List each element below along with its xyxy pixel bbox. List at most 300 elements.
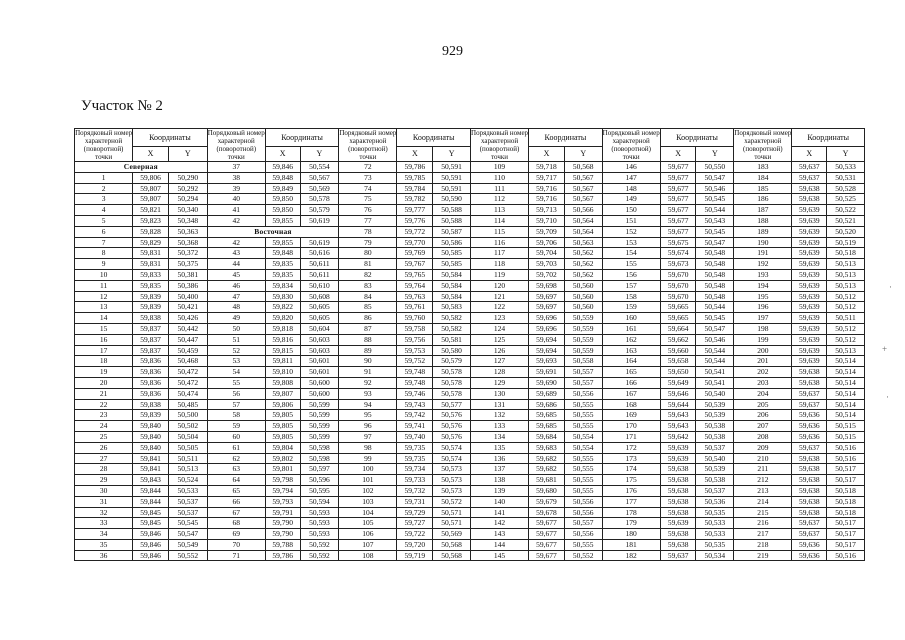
header-x: X — [133, 147, 169, 162]
point-number-cell: 53 — [207, 356, 265, 367]
y-coordinate-cell: 50,546 — [696, 334, 734, 345]
x-coordinate-cell: 59,831 — [133, 248, 169, 259]
x-coordinate-cell: 59,639 — [792, 313, 827, 324]
table-row — [75, 377, 865, 388]
point-number-cell: 214 — [734, 496, 792, 507]
header-coordinates: Координаты — [529, 129, 602, 147]
x-coordinate-cell: 59,702 — [529, 269, 565, 280]
y-coordinate-cell: 50,512 — [827, 302, 865, 313]
y-coordinate-cell: 50,541 — [696, 367, 734, 378]
y-coordinate-cell: 50,603 — [300, 334, 339, 345]
x-coordinate-cell: 59,806 — [133, 172, 169, 183]
x-coordinate-cell: 59,764 — [397, 280, 433, 291]
y-coordinate-cell: 50,545 — [696, 313, 734, 324]
point-number-cell: 193 — [734, 269, 792, 280]
point-number-cell: 136 — [470, 453, 528, 464]
y-coordinate-cell: 50,517 — [827, 475, 865, 486]
x-coordinate-cell: 59,638 — [792, 367, 827, 378]
point-number-cell: 160 — [602, 313, 660, 324]
point-number-cell: 124 — [470, 323, 528, 334]
x-coordinate-cell: 59,638 — [792, 485, 827, 496]
table-row — [75, 237, 865, 248]
point-number-cell: 3 — [75, 194, 133, 205]
header-x: X — [792, 147, 827, 162]
point-number-cell: 18 — [75, 356, 133, 367]
y-coordinate-cell: 50,557 — [564, 367, 602, 378]
scan-mark: + — [882, 344, 888, 354]
point-number-cell: 72 — [339, 162, 397, 173]
table-row — [75, 259, 865, 270]
x-coordinate-cell: 59,662 — [660, 334, 696, 345]
point-number-cell: 65 — [207, 485, 265, 496]
y-coordinate-cell: 50,594 — [300, 496, 339, 507]
table-row — [75, 313, 865, 324]
y-coordinate-cell: 50,518 — [827, 248, 865, 259]
y-coordinate-cell: 50,547 — [696, 323, 734, 334]
point-number-cell: 86 — [339, 313, 397, 324]
x-coordinate-cell: 59,638 — [660, 464, 696, 475]
x-coordinate-cell: 59,836 — [133, 367, 169, 378]
x-coordinate-cell: 59,844 — [133, 485, 169, 496]
x-coordinate-cell: 59,694 — [529, 334, 565, 345]
y-coordinate-cell: 50,548 — [696, 259, 734, 270]
x-coordinate-cell: 59,835 — [265, 269, 300, 280]
header-point-number: Порядковый номер характерной (поворотной) точки — [734, 129, 792, 161]
x-coordinate-cell: 59,837 — [133, 334, 169, 345]
y-coordinate-cell: 50,538 — [696, 431, 734, 442]
x-coordinate-cell: 59,810 — [265, 367, 300, 378]
x-coordinate-cell: 59,636 — [792, 431, 827, 442]
y-coordinate-cell: 50,599 — [300, 410, 339, 421]
point-number-cell: 207 — [734, 421, 792, 432]
point-number-cell: 192 — [734, 259, 792, 270]
x-coordinate-cell: 59,639 — [792, 269, 827, 280]
x-coordinate-cell: 59,848 — [265, 172, 300, 183]
y-coordinate-cell: 50,562 — [564, 269, 602, 280]
y-coordinate-cell: 50,586 — [433, 237, 471, 248]
x-coordinate-cell: 59,643 — [660, 410, 696, 421]
y-coordinate-cell: 50,372 — [168, 248, 207, 259]
page-number: 929 — [442, 44, 463, 59]
table-row — [75, 431, 865, 442]
point-number-cell: 39 — [207, 183, 265, 194]
x-coordinate-cell: 59,638 — [660, 539, 696, 550]
table-row — [75, 248, 865, 259]
point-number-cell: 177 — [602, 496, 660, 507]
y-coordinate-cell: 50,619 — [300, 237, 339, 248]
y-coordinate-cell: 50,548 — [696, 280, 734, 291]
header-coordinates: Координаты — [397, 129, 470, 147]
y-coordinate-cell: 50,514 — [827, 367, 865, 378]
y-coordinate-cell: 50,544 — [696, 345, 734, 356]
y-coordinate-cell: 50,555 — [564, 475, 602, 486]
point-number-cell: 108 — [339, 550, 397, 561]
x-coordinate-cell: 59,678 — [529, 507, 565, 518]
x-coordinate-cell: 59,818 — [265, 323, 300, 334]
x-coordinate-cell: 59,839 — [133, 302, 169, 313]
table-row — [75, 485, 865, 496]
point-number-cell: 80 — [339, 248, 397, 259]
y-coordinate-cell: 50,564 — [564, 226, 602, 237]
y-coordinate-cell: 50,546 — [696, 183, 734, 194]
y-coordinate-cell: 50,555 — [564, 453, 602, 464]
x-coordinate-cell: 59,639 — [792, 215, 827, 226]
section-title: Участок № 2 — [81, 98, 163, 114]
x-coordinate-cell: 59,638 — [660, 485, 696, 496]
y-coordinate-cell: 50,548 — [696, 269, 734, 280]
x-coordinate-cell: 59,769 — [397, 248, 433, 259]
point-number-cell: 69 — [207, 529, 265, 540]
x-coordinate-cell: 59,637 — [792, 162, 827, 173]
point-number-cell: 205 — [734, 399, 792, 410]
x-coordinate-cell: 59,840 — [133, 442, 169, 453]
point-number-cell: 178 — [602, 507, 660, 518]
point-number-cell: 75 — [339, 194, 397, 205]
x-coordinate-cell: 59,798 — [265, 475, 300, 486]
x-coordinate-cell: 59,639 — [792, 323, 827, 334]
point-number-cell: 122 — [470, 302, 528, 313]
point-number-cell: 219 — [734, 550, 792, 561]
y-coordinate-cell: 50,426 — [168, 313, 207, 324]
scan-mark: · — [889, 282, 892, 292]
x-coordinate-cell: 59,637 — [660, 550, 696, 561]
point-number-cell: 164 — [602, 356, 660, 367]
x-coordinate-cell: 59,674 — [660, 248, 696, 259]
point-number-cell: 112 — [470, 194, 528, 205]
point-number-cell: 204 — [734, 388, 792, 399]
point-number-cell: 63 — [207, 464, 265, 475]
x-coordinate-cell: 59,855 — [265, 215, 300, 226]
y-coordinate-cell: 50,340 — [168, 205, 207, 216]
y-coordinate-cell: 50,573 — [433, 475, 471, 486]
point-number-cell: 167 — [602, 388, 660, 399]
table-row — [75, 410, 865, 421]
table-row — [75, 529, 865, 540]
y-coordinate-cell: 50,545 — [696, 226, 734, 237]
table-row — [75, 334, 865, 345]
x-coordinate-cell: 59,786 — [265, 550, 300, 561]
header-coordinates: Координаты — [133, 129, 208, 147]
point-number-cell: 206 — [734, 410, 792, 421]
y-coordinate-cell: 50,517 — [827, 529, 865, 540]
point-number-cell: 106 — [339, 529, 397, 540]
header-point-number: Порядковый номер характерной (поворотной) точки — [471, 129, 529, 161]
x-coordinate-cell: 59,805 — [265, 431, 300, 442]
point-number-cell: 40 — [207, 194, 265, 205]
point-number-cell: 175 — [602, 475, 660, 486]
y-coordinate-cell: 50,566 — [564, 205, 602, 216]
y-coordinate-cell: 50,563 — [564, 237, 602, 248]
y-coordinate-cell: 50,512 — [827, 334, 865, 345]
x-coordinate-cell: 59,639 — [792, 280, 827, 291]
header-coordinates: Координаты — [265, 129, 338, 147]
x-coordinate-cell: 59,638 — [792, 496, 827, 507]
point-number-cell: 104 — [339, 507, 397, 518]
y-coordinate-cell: 50,572 — [433, 496, 471, 507]
point-number-cell: 158 — [602, 291, 660, 302]
point-number-cell: 191 — [734, 248, 792, 259]
x-coordinate-cell: 59,717 — [529, 172, 565, 183]
y-coordinate-cell: 50,522 — [827, 205, 865, 216]
y-coordinate-cell: 50,559 — [564, 345, 602, 356]
x-coordinate-cell: 59,709 — [529, 226, 565, 237]
y-coordinate-cell: 50,512 — [827, 323, 865, 334]
point-number-cell: 145 — [470, 550, 528, 561]
point-number-cell: 139 — [470, 485, 528, 496]
point-number-cell: 196 — [734, 302, 792, 313]
point-number-cell: 138 — [470, 475, 528, 486]
y-coordinate-cell: 50,569 — [300, 183, 339, 194]
x-coordinate-cell: 59,665 — [660, 302, 696, 313]
point-number-cell: 157 — [602, 280, 660, 291]
y-coordinate-cell: 50,518 — [827, 507, 865, 518]
y-coordinate-cell: 50,596 — [300, 475, 339, 486]
point-number-cell: 128 — [470, 367, 528, 378]
point-number-cell: 125 — [470, 334, 528, 345]
point-number-cell: 16 — [75, 334, 133, 345]
x-coordinate-cell: 59,790 — [265, 518, 300, 529]
x-coordinate-cell: 59,758 — [397, 323, 433, 334]
y-coordinate-cell: 50,518 — [827, 496, 865, 507]
x-coordinate-cell: 59,740 — [397, 431, 433, 442]
y-coordinate-cell: 50,569 — [433, 529, 471, 540]
y-coordinate-cell: 50,290 — [168, 172, 207, 183]
x-coordinate-cell: 59,784 — [397, 183, 433, 194]
x-coordinate-cell: 59,718 — [529, 162, 565, 173]
y-coordinate-cell: 50,597 — [300, 464, 339, 475]
y-coordinate-cell: 50,381 — [168, 269, 207, 280]
table-row — [75, 388, 865, 399]
y-coordinate-cell: 50,537 — [168, 507, 207, 518]
point-number-cell: 141 — [470, 507, 528, 518]
point-number-cell: 211 — [734, 464, 792, 475]
point-number-cell: 61 — [207, 442, 265, 453]
y-coordinate-cell: 50,513 — [827, 345, 865, 356]
x-coordinate-cell: 59,638 — [660, 529, 696, 540]
x-coordinate-cell: 59,735 — [397, 453, 433, 464]
point-number-cell: 74 — [339, 183, 397, 194]
point-number-cell: 155 — [602, 259, 660, 270]
table-row — [75, 172, 865, 183]
point-number-cell: 64 — [207, 475, 265, 486]
x-coordinate-cell: 59,837 — [133, 323, 169, 334]
x-coordinate-cell: 59,665 — [660, 313, 696, 324]
point-number-cell: 25 — [75, 431, 133, 442]
point-number-cell: 180 — [602, 529, 660, 540]
point-number-cell: 168 — [602, 399, 660, 410]
point-number-cell: 140 — [470, 496, 528, 507]
x-coordinate-cell: 59,846 — [133, 529, 169, 540]
x-coordinate-cell: 59,637 — [792, 388, 827, 399]
y-coordinate-cell: 50,516 — [827, 442, 865, 453]
header-x: X — [397, 147, 433, 162]
point-number-cell: 52 — [207, 345, 265, 356]
x-coordinate-cell: 59,685 — [529, 410, 565, 421]
y-coordinate-cell: 50,605 — [300, 313, 339, 324]
x-coordinate-cell: 59,838 — [133, 313, 169, 324]
header-x: X — [529, 147, 565, 162]
point-number-cell: 58 — [207, 410, 265, 421]
x-coordinate-cell: 59,682 — [529, 453, 565, 464]
point-number-cell: 43 — [207, 248, 265, 259]
y-coordinate-cell: 50,579 — [300, 205, 339, 216]
y-coordinate-cell: 50,517 — [827, 464, 865, 475]
table-row — [75, 550, 865, 561]
y-coordinate-cell: 50,386 — [168, 280, 207, 291]
x-coordinate-cell: 59,748 — [397, 367, 433, 378]
y-coordinate-cell: 50,555 — [564, 464, 602, 475]
y-coordinate-cell: 50,593 — [300, 529, 339, 540]
table-row — [75, 183, 865, 194]
y-coordinate-cell: 50,608 — [300, 291, 339, 302]
point-number-cell: 96 — [339, 421, 397, 432]
y-coordinate-cell: 50,562 — [564, 248, 602, 259]
y-coordinate-cell: 50,560 — [564, 280, 602, 291]
x-coordinate-cell: 59,639 — [660, 453, 696, 464]
y-coordinate-cell: 50,544 — [696, 205, 734, 216]
x-coordinate-cell: 59,843 — [133, 475, 169, 486]
table-row — [75, 345, 865, 356]
point-number-cell: 29 — [75, 475, 133, 486]
x-coordinate-cell: 59,734 — [397, 464, 433, 475]
point-number-cell: 20 — [75, 377, 133, 388]
point-number-cell: 77 — [339, 215, 397, 226]
x-coordinate-cell: 59,839 — [133, 410, 169, 421]
y-coordinate-cell: 50,584 — [433, 291, 471, 302]
point-number-cell: 28 — [75, 464, 133, 475]
y-coordinate-cell: 50,562 — [564, 259, 602, 270]
point-number-cell: 35 — [75, 539, 133, 550]
x-coordinate-cell: 59,677 — [529, 529, 565, 540]
table-row — [75, 291, 865, 302]
point-number-cell: 201 — [734, 356, 792, 367]
coordinates-table-body — [75, 162, 865, 561]
y-coordinate-cell: 50,588 — [433, 215, 471, 226]
point-number-cell: 23 — [75, 410, 133, 421]
x-coordinate-cell: 59,753 — [397, 345, 433, 356]
point-number-cell: 121 — [470, 291, 528, 302]
x-coordinate-cell: 59,675 — [660, 237, 696, 248]
x-coordinate-cell: 59,639 — [792, 334, 827, 345]
x-coordinate-cell: 59,638 — [792, 475, 827, 486]
x-coordinate-cell: 59,743 — [397, 399, 433, 410]
point-number-cell: 188 — [734, 215, 792, 226]
y-coordinate-cell: 50,574 — [433, 453, 471, 464]
y-coordinate-cell: 50,584 — [433, 269, 471, 280]
x-coordinate-cell: 59,686 — [529, 399, 565, 410]
y-coordinate-cell: 50,576 — [433, 421, 471, 432]
point-number-cell: 46 — [207, 280, 265, 291]
y-coordinate-cell: 50,604 — [300, 323, 339, 334]
x-coordinate-cell: 59,806 — [265, 399, 300, 410]
point-number-cell: 82 — [339, 269, 397, 280]
y-coordinate-cell: 50,595 — [300, 485, 339, 496]
x-coordinate-cell: 59,805 — [265, 421, 300, 432]
x-coordinate-cell: 59,664 — [660, 323, 696, 334]
point-number-cell: 172 — [602, 442, 660, 453]
point-number-cell: 68 — [207, 518, 265, 529]
y-coordinate-cell: 50,514 — [827, 377, 865, 388]
y-coordinate-cell: 50,541 — [696, 377, 734, 388]
header-point-number: Порядковый номер характерной (поворотной) точки — [75, 129, 133, 161]
x-coordinate-cell: 59,776 — [397, 215, 433, 226]
point-number-cell: 85 — [339, 302, 397, 313]
point-number-cell: 11 — [75, 280, 133, 291]
x-coordinate-cell: 59,670 — [660, 269, 696, 280]
x-coordinate-cell: 59,677 — [660, 226, 696, 237]
header-coordinates: Координаты — [792, 129, 865, 147]
x-coordinate-cell: 59,638 — [792, 507, 827, 518]
y-coordinate-cell: 50,616 — [300, 248, 339, 259]
point-number-cell: 56 — [207, 388, 265, 399]
x-coordinate-cell: 59,831 — [133, 259, 169, 270]
y-coordinate-cell: 50,592 — [300, 539, 339, 550]
boundary-label: Восточная — [207, 226, 339, 237]
point-number-cell: 79 — [339, 237, 397, 248]
x-coordinate-cell: 59,713 — [529, 205, 565, 216]
x-coordinate-cell: 59,685 — [529, 421, 565, 432]
y-coordinate-cell: 50,591 — [433, 162, 471, 173]
y-coordinate-cell: 50,544 — [696, 356, 734, 367]
x-coordinate-cell: 59,690 — [529, 377, 565, 388]
point-number-cell: 119 — [470, 269, 528, 280]
y-coordinate-cell: 50,552 — [168, 550, 207, 561]
x-coordinate-cell: 59,638 — [792, 194, 827, 205]
y-coordinate-cell: 50,459 — [168, 345, 207, 356]
y-coordinate-cell: 50,537 — [696, 442, 734, 453]
x-coordinate-cell: 59,689 — [529, 388, 565, 399]
x-coordinate-cell: 59,820 — [265, 313, 300, 324]
point-number-cell: 62 — [207, 453, 265, 464]
y-coordinate-cell: 50,571 — [433, 518, 471, 529]
y-coordinate-cell: 50,555 — [564, 421, 602, 432]
point-number-cell: 34 — [75, 529, 133, 540]
x-coordinate-cell: 59,719 — [397, 550, 433, 561]
y-coordinate-cell: 50,555 — [564, 485, 602, 496]
y-coordinate-cell: 50,619 — [300, 215, 339, 226]
y-coordinate-cell: 50,554 — [564, 431, 602, 442]
point-number-cell: 151 — [602, 215, 660, 226]
x-coordinate-cell: 59,735 — [397, 442, 433, 453]
point-number-cell: 148 — [602, 183, 660, 194]
y-coordinate-cell: 50,538 — [696, 475, 734, 486]
point-number-cell: 154 — [602, 248, 660, 259]
x-coordinate-cell: 59,846 — [133, 550, 169, 561]
point-number-cell: 71 — [207, 550, 265, 561]
point-number-cell: 70 — [207, 539, 265, 550]
point-number-cell: 12 — [75, 291, 133, 302]
x-coordinate-cell: 59,731 — [397, 496, 433, 507]
point-number-cell: 216 — [734, 518, 792, 529]
x-coordinate-cell: 59,839 — [133, 291, 169, 302]
y-coordinate-cell: 50,559 — [564, 323, 602, 334]
y-coordinate-cell: 50,556 — [564, 507, 602, 518]
y-coordinate-cell: 50,576 — [433, 410, 471, 421]
coordinates-table — [74, 128, 865, 561]
x-coordinate-cell: 59,646 — [660, 388, 696, 399]
x-coordinate-cell: 59,836 — [133, 356, 169, 367]
point-number-cell: 132 — [470, 410, 528, 421]
point-number-cell: 100 — [339, 464, 397, 475]
x-coordinate-cell: 59,639 — [792, 237, 827, 248]
point-number-cell: 8 — [75, 248, 133, 259]
y-coordinate-cell: 50,555 — [564, 539, 602, 550]
x-coordinate-cell: 59,765 — [397, 269, 433, 280]
y-coordinate-cell: 50,525 — [827, 194, 865, 205]
point-number-cell: 90 — [339, 356, 397, 367]
point-number-cell: 27 — [75, 453, 133, 464]
x-coordinate-cell: 59,639 — [792, 205, 827, 216]
